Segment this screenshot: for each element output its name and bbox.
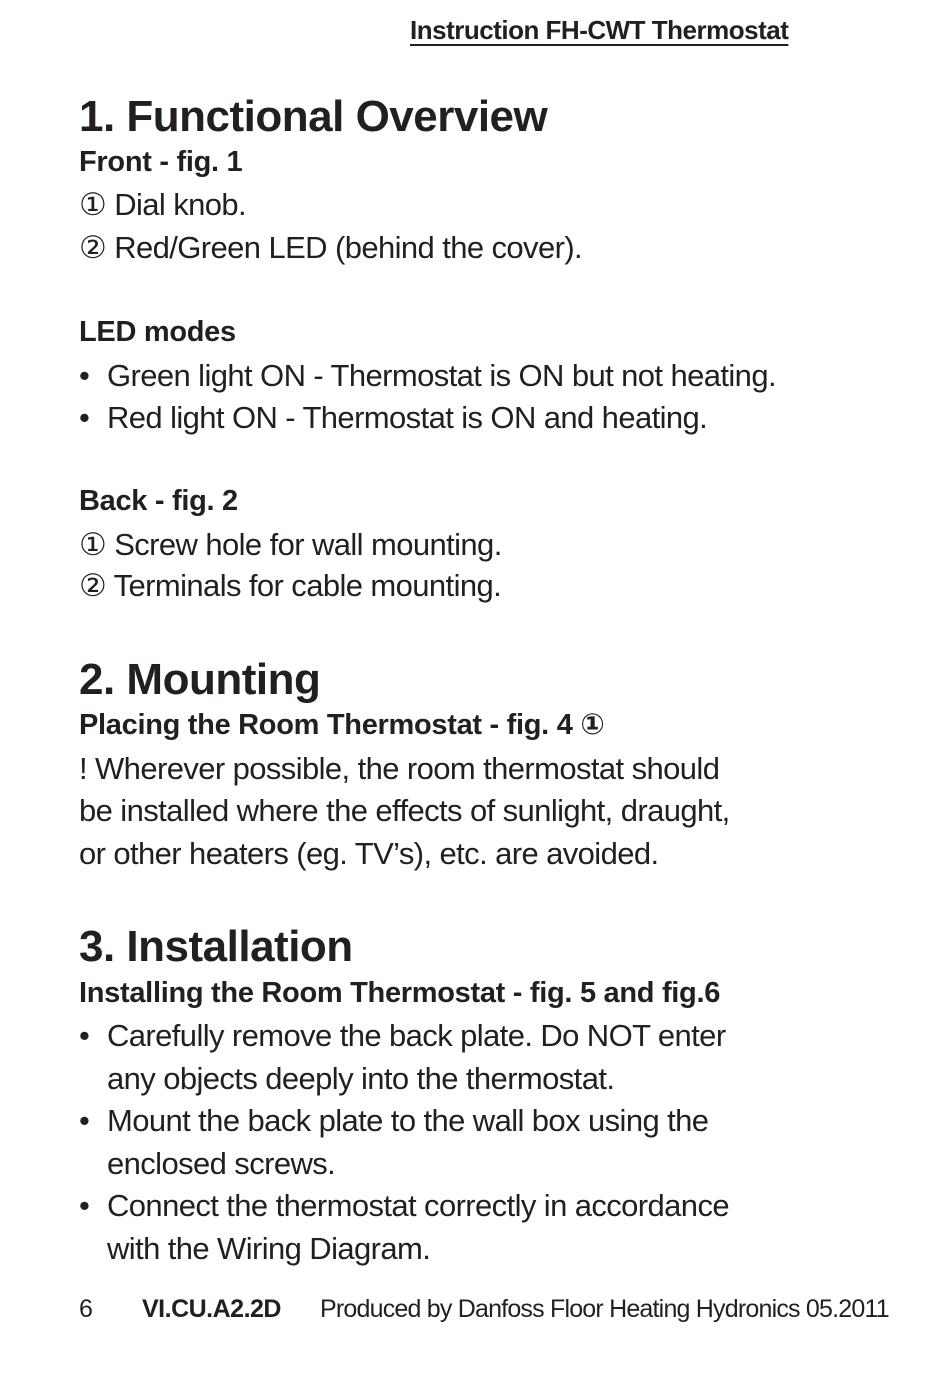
list-item [79, 354, 869, 397]
front-item-dial-knob: ① Dial knob. [79, 187, 247, 222]
mounting-text-line: be installed where the effects of sunlight, draught, [79, 793, 730, 828]
list-item [79, 1184, 869, 1270]
install-step-mount-back-plate: Mount the back plate to the wall box using the enclosed screws. [107, 1103, 709, 1181]
document-header-title: Instruction FH-CWT Thermostat [410, 15, 789, 45]
subheading-placing-thermostat: Placing the Room Thermostat - fig. 4 ① [79, 709, 605, 741]
bullet-icon: • [79, 358, 90, 393]
section-title-functional-overview: 1. Functional Overview [79, 92, 548, 141]
section-title-mounting: 2. Mounting [79, 655, 321, 704]
list-item [79, 396, 869, 439]
install-step-remove-back-plate: Carefully remove the back plate. Do NOT enter any objects deeply into the thermostat. [107, 1018, 726, 1096]
back-item-screw-hole: ① Screw hole for wall mounting. [79, 527, 502, 562]
bullet-icon: • [79, 1103, 90, 1138]
section-title-installation: 3. Installation [79, 922, 353, 971]
mounting-text-line: or other heaters (eg. TV’s), etc. are avoided. [79, 836, 659, 871]
led-mode-green: Green light ON - Thermostat is ON but not heating. [107, 358, 776, 393]
footer-produced-by: Produced by Danfoss Floor Heating Hydronics 05.2011 [320, 1295, 889, 1323]
bullet-icon: • [79, 1018, 90, 1053]
mounting-text-line: ! Wherever possible, the room thermostat should [79, 751, 720, 786]
subheading-front: Front - fig. 1 [79, 146, 243, 178]
subheading-led-modes: LED modes [79, 316, 236, 348]
footer-page-number: 6 [79, 1295, 93, 1323]
back-item-terminals: ② Terminals for cable mounting. [79, 568, 502, 603]
led-mode-red: Red light ON - Thermostat is ON and heating. [107, 400, 708, 435]
subheading-installing-thermostat: Installing the Room Thermostat - fig. 5 and fig.6 [79, 977, 721, 1009]
bullet-icon: • [79, 400, 90, 435]
list-item [79, 1099, 869, 1185]
bullet-icon: • [79, 1188, 90, 1223]
subheading-back: Back - fig. 2 [79, 485, 238, 517]
install-step-connect-wiring: Connect the thermostat correctly in accordance with the Wiring Diagram. [107, 1188, 729, 1266]
footer-doc-code: VI.CU.A2.2D [142, 1295, 281, 1323]
front-item-led: ② Red/Green LED (behind the cover). [79, 230, 583, 265]
list-item [79, 1014, 869, 1100]
